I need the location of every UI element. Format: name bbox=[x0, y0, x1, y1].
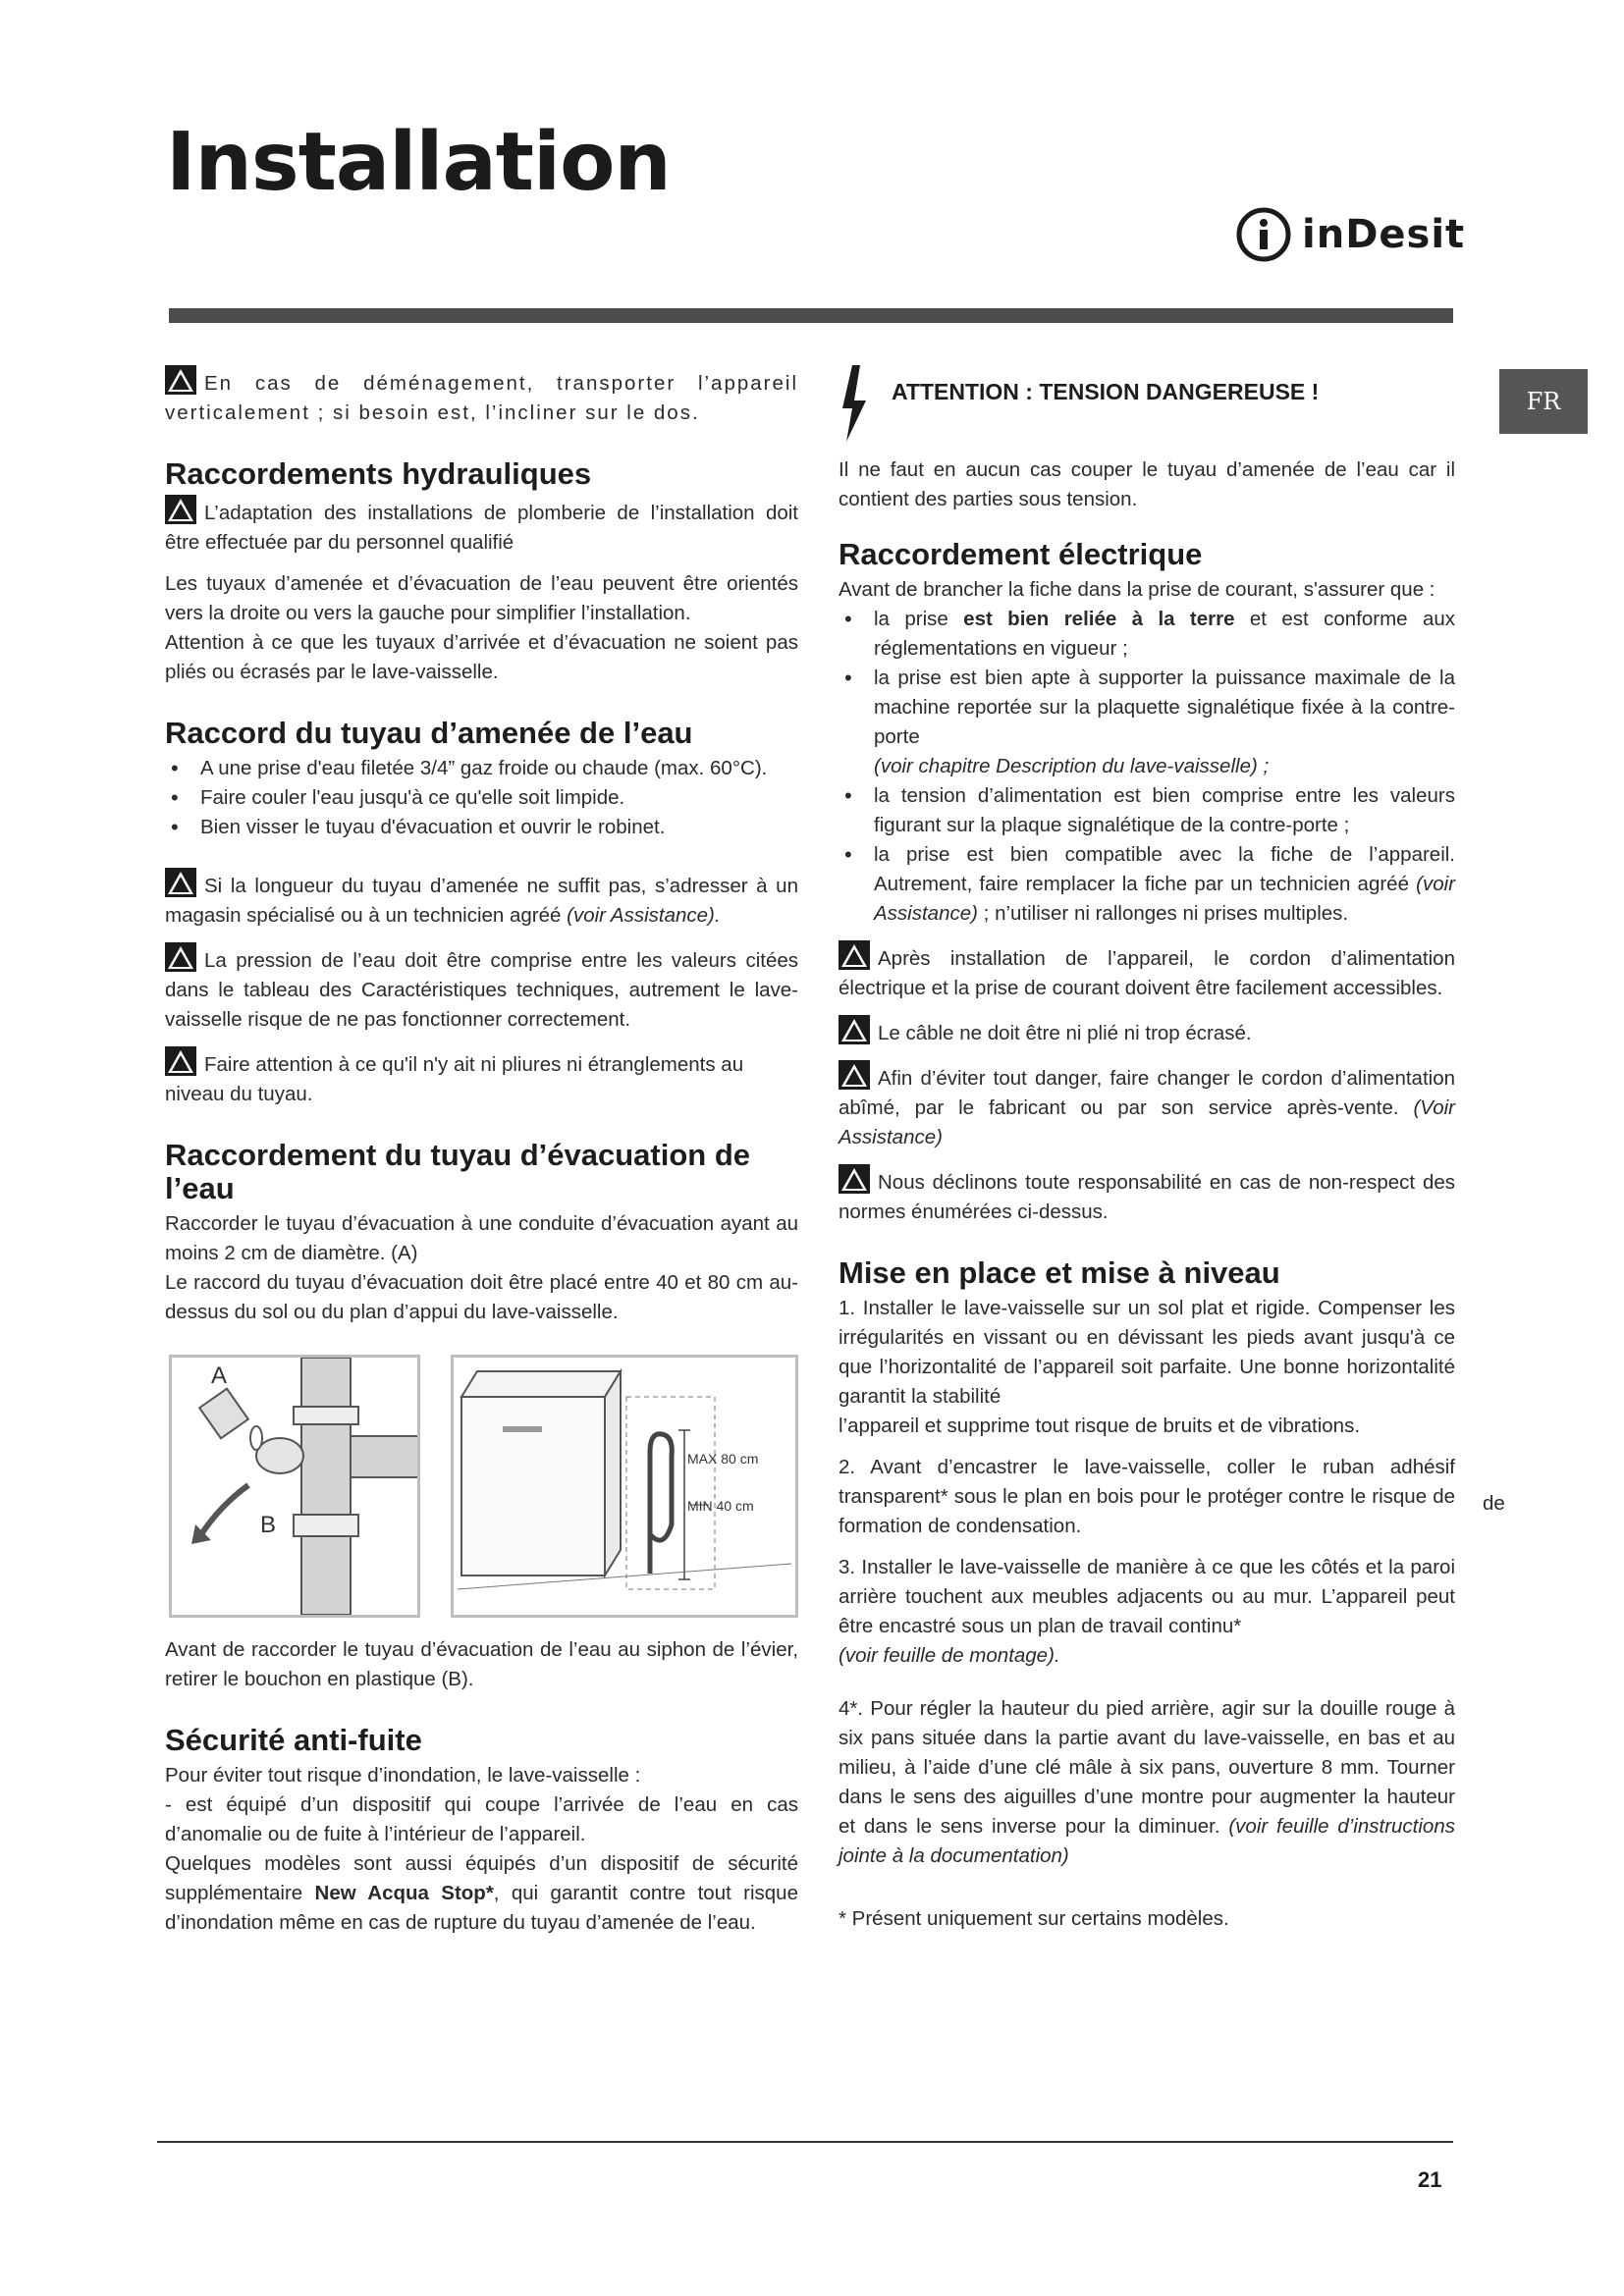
warning-icon bbox=[165, 868, 196, 897]
acqua-stop-name: New Acqua Stop* bbox=[314, 1882, 494, 1904]
header-rule bbox=[169, 308, 1453, 323]
hoses-caution-text: Attention à ce que les tuyaux d’arrivée et d’évacuation ne soient pas pliés ou écrasés par le lave-vaisselle. bbox=[165, 631, 798, 683]
right-column bbox=[839, 365, 1455, 1946]
water-pressure-warning bbox=[165, 942, 798, 1035]
earth-text-b: et est conforme aux réglementations en vigueur ; bbox=[874, 608, 1456, 660]
leveling-step-1-trailing-word: de bbox=[1483, 1492, 1505, 1515]
leveling-step-3 bbox=[839, 1553, 1455, 1671]
plumbing-warning-text: L’adaptation des installations de plomberie de l’installation doit être effectuée par du personnel qualifié bbox=[165, 502, 798, 554]
list-item bbox=[839, 664, 1455, 781]
assistance-reference: (voir Assistance). bbox=[567, 904, 721, 927]
liability-warning bbox=[839, 1164, 1455, 1227]
warning-icon bbox=[839, 940, 870, 970]
accessible-text: Après installation de l’appareil, le cordon d’alimentation électrique et la prise de courant doivent être facilement accessibles. bbox=[839, 947, 1455, 999]
liability-text: Nous déclinons toute responsabilité en cas de non-respect des normes énumérées ci-dessus. bbox=[839, 1171, 1455, 1223]
lightning-bolt-icon bbox=[839, 365, 878, 442]
language-tab: FR bbox=[1499, 369, 1588, 434]
accessible-warning bbox=[839, 940, 1455, 1003]
list-item: • A une prise d'eau filetée 3/4” gaz froide ou chaude (max. 60°C). bbox=[165, 754, 798, 783]
hoses-orientation-text: Les tuyaux d’amenée et d’évacuation de l’eau peuvent être orientés vers la droite ou vers la gauche pour simplifier l’installation. bbox=[165, 572, 798, 624]
leveling-step-1 bbox=[839, 1294, 1455, 1412]
power-text: la prise est bien apte à supporter la puissance maximale de la machine reportée sur la plaquette signalétique fixée à la contre-porte bbox=[874, 667, 1455, 748]
electric-bullet-list bbox=[839, 605, 1455, 929]
assistance-reference: (voir Assistance) bbox=[874, 873, 1456, 925]
water-pressure-text: La pression de l’eau doit être comprise entre les valeurs citées dans le tableau des Caractéristiques techniques, autrement le lave-vaisselle risque de ne pas fonctionner correctement. bbox=[165, 949, 798, 1031]
warning-icon bbox=[839, 1164, 870, 1194]
figure-max-label: MAX 80 cm bbox=[687, 1451, 759, 1467]
warning-icon bbox=[839, 1060, 870, 1090]
footer-rule bbox=[157, 2141, 1453, 2143]
height-figure bbox=[451, 1355, 798, 1618]
live-parts-text: Il ne faut en aucun cas couper le tuyau d’amenée de l’eau car il contient des parties sous tension. bbox=[839, 458, 1455, 510]
cord-replacement-warning bbox=[839, 1060, 1455, 1152]
leveling-step-4 bbox=[839, 1694, 1455, 1871]
drain-diagram bbox=[169, 1355, 798, 1618]
section-title-evacuation: Raccordement du tuyau d’évacuation de l’eau bbox=[165, 1138, 751, 1205]
cable-text: Le câble ne doit être ni plié ni trop écrasé. bbox=[878, 1022, 1252, 1044]
section-title-raccordement-electrique: Raccordement électrique bbox=[839, 537, 1203, 571]
drain-diameter-text: Raccorder le tuyau d’évacuation à une conduite d’évacuation ayant au moins 2 cm de diamètre. (A) bbox=[165, 1212, 798, 1264]
left-column bbox=[165, 365, 798, 1949]
inlet-bullet-list bbox=[165, 754, 798, 842]
anti-leak-intro: Pour éviter tout risque d’inondation, le lave-vaisselle : bbox=[165, 1764, 641, 1787]
electric-intro: Avant de brancher la fiche dans la prise de courant, s'assurer que : bbox=[839, 578, 1435, 601]
warning-icon bbox=[839, 1015, 870, 1044]
acqua-stop-text-a: Quelques modèles sont aussi équipés d’un dispositif de sécurité supplémentaire bbox=[165, 1852, 798, 1904]
brand-logo bbox=[1235, 206, 1465, 263]
warning-icon bbox=[165, 942, 196, 972]
figure-label-a: A bbox=[211, 1362, 228, 1389]
leveling-step-2: 2. Avant d’encastrer le lave-vaisselle, coller le ruban adhésif transparent* sous le plan en bois pour le protéger contre le risque de formation de condensation. bbox=[839, 1456, 1455, 1537]
instructions-reference: (voir feuille d’instructions jointe à la documentation) bbox=[839, 1815, 1455, 1867]
attention-title: ATTENTION : TENSION DANGEREUSE ! bbox=[892, 379, 1320, 404]
plumbing-warning bbox=[165, 495, 798, 558]
montage-reference: (voir feuille de montage). bbox=[839, 1644, 1060, 1667]
earth-text-a: la prise bbox=[874, 608, 948, 630]
remove-cap-text: Avant de raccorder le tuyau d’évacuation de l’eau au siphon de l’évier, retirer le bouchon en plastique (B). bbox=[165, 1638, 798, 1690]
attention-banner bbox=[839, 365, 1455, 442]
list-item: • Faire couler l'eau jusqu'à ce qu'elle soit limpide. bbox=[165, 783, 798, 813]
kink-text: Faire attention à ce qu'il n'y ait ni pliures ni étranglements au niveau du tuyau. bbox=[165, 1053, 744, 1105]
section-title-raccordements-hydrauliques: Raccordements hydrauliques bbox=[165, 456, 592, 491]
anti-leak-device-text: - est équipé d’un dispositif qui coupe l’arrivée de l’eau en cas d’anomalie ou de fuite à l’intérieur de l’appareil. bbox=[165, 1793, 798, 1845]
list-item bbox=[839, 605, 1455, 664]
plug-text-a: la prise est bien compatible avec la fiche de l’appareil. Autrement, faire remplacer la fiche par un technicien agréé bbox=[874, 843, 1455, 895]
warning-icon bbox=[165, 1046, 196, 1076]
cord-replacement-text: Afin d’éviter tout danger, faire changer le cordon d’alimentation abîmé, par le fabricant ou par son service après-vente. bbox=[839, 1067, 1455, 1119]
list-item bbox=[839, 840, 1455, 929]
section-title-mise-a-niveau: Mise en place et mise à niveau bbox=[839, 1255, 1280, 1290]
leveling-step-1-end: l’appareil et supprime tout risque de bruits et de vibrations. bbox=[839, 1415, 1361, 1437]
acqua-stop-text-b: , qui garantit contre tout risque d’inondation même en cas de rupture du tuyau d’amenée de l’eau. bbox=[165, 1882, 798, 1934]
figure-min-label: MIN 40 cm bbox=[687, 1498, 754, 1514]
plug-text-b: ; n’utiliser ni rallonges ni prises multiples. bbox=[983, 902, 1349, 925]
indesit-logo-icon bbox=[1235, 206, 1292, 263]
list-item: • la tension d’alimentation est bien comprise entre les valeurs figurant sur la plaque signalétique de la contre-porte ; bbox=[839, 781, 1455, 840]
figure-label-b: B bbox=[260, 1512, 277, 1538]
section-title-raccord-amenee: Raccord du tuyau d’amenée de l’eau bbox=[165, 716, 693, 750]
siphon-figure bbox=[169, 1355, 420, 1618]
intro-warning bbox=[165, 365, 798, 428]
description-reference: (voir chapitre Description du lave-vaisselle) ; bbox=[874, 755, 1270, 777]
earth-text-bold: est bien reliée à la terre bbox=[963, 608, 1235, 630]
cable-warning bbox=[839, 1015, 1455, 1048]
list-item: • Bien visser le tuyau d'évacuation et ouvrir le robinet. bbox=[165, 813, 798, 842]
page-number: 21 bbox=[1418, 2167, 1442, 2192]
assistance-reference: (Voir Assistance) bbox=[839, 1096, 1455, 1148]
kink-warning bbox=[165, 1046, 798, 1109]
section-title-securite-anti-fuite: Sécurité anti-fuite bbox=[165, 1723, 422, 1757]
acqua-stop-text bbox=[165, 1849, 798, 1938]
page-title: Installation bbox=[166, 116, 671, 209]
hose-length-warning bbox=[165, 868, 798, 931]
leveling-step-3-text: 3. Installer le lave-vaisselle de manière à ce que les côtés et la paroi arrière touchent aux meubles adjacents ou au mur. L’appareil peut être encastré sous un plan de travail continu* bbox=[839, 1556, 1455, 1637]
warning-icon bbox=[165, 495, 196, 524]
brand-name: inDesit bbox=[1302, 212, 1466, 257]
leveling-step-1-text: 1. Installer le lave-vaisselle sur un sol plat et rigide. Compenser les irrégularités en vissant ou en dévissant les pieds avant jusqu'à ce que l’horizontalité de l’appareil soit parfaite. Une bonne horizontalité garantit la stabilité bbox=[839, 1297, 1455, 1408]
hose-length-text: Si la longueur du tuyau d’amenée ne suffit pas, s’adresser à un magasin spécialisé ou à un technicien agréé bbox=[165, 875, 798, 927]
intro-text: En cas de déménagement, transporter l’appareil verticalement ; si besoin est, l’incliner sur le dos. bbox=[165, 372, 798, 424]
warning-icon bbox=[165, 365, 196, 395]
leveling-step-4-text: 4*. Pour régler la hauteur du pied arrière, agir sur la douille rouge à six pans située dans la partie avant du lave-vaisselle, en bas et au milieu, à l’aide d’une clé mâle à six pans, ouverture 8 mm. Tourner dans le sens des aiguilles d’une montre pour augmenter la hauteur et dans le sens inverse pour la diminuer. bbox=[839, 1697, 1455, 1838]
footnote: * Présent uniquement sur certains modèles. bbox=[839, 1907, 1229, 1930]
drain-height-text: Le raccord du tuyau d’évacuation doit être placé entre 40 et 80 cm au-dessus du sol ou du plan d’appui du lave-vaisselle. bbox=[165, 1271, 798, 1323]
